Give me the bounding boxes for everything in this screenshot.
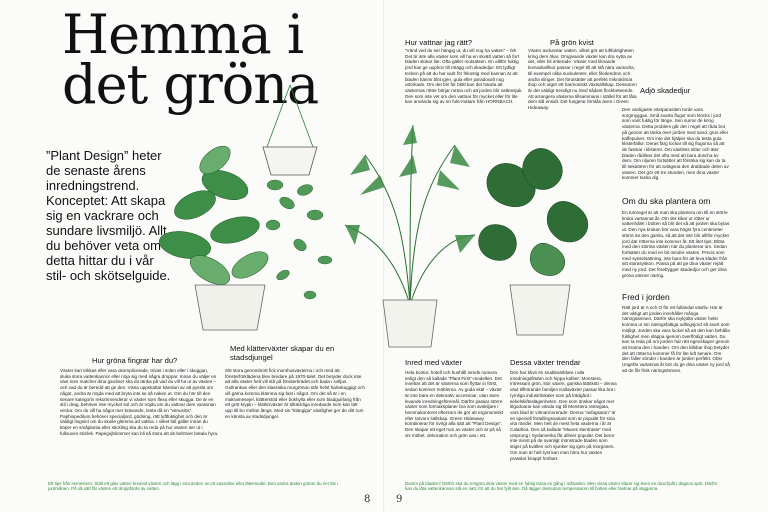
body-water: ”Vänd ved du ser hängig ut, du vill nog ha vatten” – fel! Det är inte alla växter som vill ha en skvätt vatten så fort bladen slokar lite. Ofta gäller motsatsen. En alltför fuktig jord kan ge upphov till rötägg och skadedjur. Ett tydligt tecken på att du har varit för frikostig med kannan är att bladen känns blöt igen, gula eller paradoxalt nog uttorkade. Om det blir för blött kan det hända att växternas rötter börjar ruttna och att jorden blir vattensjuk. Den som inte vet om den vattnar för mycket eller för lite kan använda sig av en fukt-mätare från HORNBACH. <box>405 48 523 105</box>
heading-water: Hur vattnar jag rätt? <box>405 38 473 47</box>
headline-line-1: Hemma i <box>62 3 304 66</box>
caption-right: Damm på bladen? Därför ska du rengöra dina växter med en fuktig trasa en gång i månaden. Men vissa växter klarar sig även en duschpåt i dagens sprit. Därför kan du låta vattenkannan stå en natt, för att du har fyllt den. Då lägger dessutom temperaturen till botten eller fastnar på väggarna. <box>405 481 718 492</box>
headline-line-2: det gröna <box>62 53 319 116</box>
heading-repot: Om du ska plantera om <box>622 196 711 206</box>
page-number-left: 8 <box>364 494 371 505</box>
caption-left: Ett tips från semestern: Ställ ett glas vatten bredvid växten och lägg i ena änden av ett vasseline eller läkemedel. Den andra änden gömer du ner lite i jordmånen. På så sätt får växten ett droppförde av vatten. <box>48 481 339 492</box>
heading-green-fingers: Hur gröna fingrar har du? <box>92 356 178 365</box>
heading-climbers: Med klätterväxter skapar du en stadsdjungel <box>230 344 335 362</box>
heading-branch: På grön kvist <box>550 38 594 47</box>
heading-trends: Dessa växter trendar <box>510 358 581 367</box>
heading-pests: Adjö skadedjur <box>640 86 691 95</box>
body-climbers: Sitt stora genombrott fick inomhusväxterna i och med att fönsterförklädena blev bredare på 1970-talet. Det betyder dock inte att alla växter helt vill stå på fönsterbrädet och bada i solljus. Gullrankan eller den klassiska murgrönan står helst halvskuggigt och vill gärna komma klämma sig fast i något. Om det så är i en makramesejel, klätterstöd eller bokhylla eller som bladguirlang från ett gröt krypin – klätterväxter är tillräckliga inredande som kan lätt upp till bo mellan längs. Med sin ”klängiga” växtlighet ger de ditt rum en känsla av stadsdjungel. <box>225 368 365 419</box>
body-indoor: Hela kontor, hotell och hushåll inreds numera enligt den så kallade ”Plant First”-modellen. Det innebär att det är växterna som flyttar in först, sedan kommer möblerna. Av goda skäl – växter är inte bara en dekorativ accessoar, utan även levande inredningsföremål. Därför passar större växter som formaksplaner bra som avskiljare i hemmakontoret eftersom de gör att ergonomiskt eller tarvoro sällskap. Green Hideaway kombinerar för övrigt alla sätt att ”Plant Design”. Den skapar ett eget rum av växter och är på så vis möbel, dekoration och grön oas i ett. <box>405 370 504 438</box>
body-green-fingers: Växter kan trikkas eller vara okomplicerade, trivas i solen eller i skuggan, sluka stora vattenkannor eller nöja sig med några droppar. Innan du väljer en växt som matcher dina gardiner ska du tänka på vad du vill ha ut av växten – och vad du är beredd att ge den. Vissa uppskattar känslan av att pyssla om något, andra är nöjda med att bryta inte se så naken ut. Om du hör till den senare kategorin rekommenderar vi växter som flexa eller skugga. De är en stil i drag, behöver inte mycket sol och är nöjda om du vattnar dem varannan vecka. Om du vill ha något mer krävande, testa då en ”venusiös”. Paphiopedilum behöver specialjord, gödning, rätt luftfuktighet och den är väldigt lingsint om du skulle glömma att vattna. I vilket fall gäller innan du köper en småplanta eller stickling ska du ta reda på hur växten ser ut i fullvuxen storlek. Papegojblommer kan bli så stora att de behöver betala hyra. <box>60 368 219 436</box>
heading-peace: Fred i jorden <box>622 292 670 302</box>
body-repot: En tumregel är att man ska plantera om till en större kruka vartannat år. Om det kikar ut rötter ur vattenhålet i botten så blir det så att jorden ska bytas ut. Den nya krukan bör vara högst fyra centimeter större än den gamla, så att det inte blir alltför mycket jord där rötterna inte kommer åt. Ett litet tips: Blöta med den största växten när du planterar om. Sedan fortsätter du med en bit mindre växten. Precis som med sysselsättning, inte bara för att leva kläder från sitt storasyskon. Passa på att ge dina växter rejält med ny jord. Det förebygger skadedjur och ger dina gröna vänner näring. <box>622 210 730 278</box>
body-branch: Växter avdunstar vatten, vilket gör att luftfuktigheten kring dem ökar. Omgivande växter kan dra nytta av det, eller bli irriterade. Växter med liknande levnadsvillkor passar i regel till att stå nära varandra, till exempel olika suckulenter, eller filodendron och andra slinger. Det förutsätter att perfekt mikroklimat ihop och utgör ett harmoniskt växtsällskap. Dessutom är det väldigt trendigt nu med sådant flockbeteende. Att arrangera växterna tillsammans i stället för att låta dem stå ensidt. Det fungerar förstås även i Green Hideaway. <box>528 48 637 111</box>
intro-text: ”Plant Design” heter de senaste årens inredningstrend. Konceptet: Att skapa sig en vackrare och sundare livsmiljö. Allt du behöver veta om detta hittar du i vår stil- och skötselguide. <box>46 148 171 283</box>
page-number-right: 9 <box>396 494 403 505</box>
body-pests: Den vanligaste växtparasiten torde vara sorgmyggan. Små svarta flugor som klöcks i jord som varit fuktig för länge. Sen surrar de kring växterna. Detta problem går det i regel att råda bot på genom att täcka över jorden med sand, grus eller kaffepulver. Om inte det hjälper ska du testa gula klisterfällor. Deras färg lockar till sig flugorna så att de fastnar i klisteret. Om växtlöss sitter och äter bladen rådriker det ofta med att bara duscha av dem. Om oljuren fortsätter att försöka sig kan du ta till sekatören för att avlägsna den drabbade delen av växten. Det gör ett tre stunden, men dina växter kommer tacka dig. <box>622 107 729 181</box>
heading-indoor: Inred med växter <box>405 358 462 367</box>
body-trends: Den har blivit en snabbvärldare i alla inredningsflöden och hippa kaféer: Monstera. Intressant grön, stor växen, ganska lättskött – denna växt tillhörande familjen Kallaväxter passar lika bra i rymliga industrilokaler som på trädgård i sekelskifteslägenheten. Den som önskar något mer tilgodoarar kan vända sig till Monstera Variegata, vars blad är vitmarmorerade. Denna ”avfagsaton” är en speciell förädlingsvariant som är populär för sina vita ränder. Men helt de mest heta växterna i år är Calathea. Den så kallade ”Maoes stentraste” med ursprung i Sydamerika får allmer populär. Det beror inte minst på de ovanligt mönstrade bladen som stiger på kvällen och sjunker sig igen på morgonen. Om man är helt tyst kan man höra hur växten prasslar knappt hörbart. <box>510 370 617 461</box>
houseplants-illustration <box>155 85 610 355</box>
body-peace: Rätt jord är A och O för ett fulländat växtliv. Här är det viktigt att jorden innehåller många näringsämnen. Därför ska mykjölta växter helst komma ur sin näringsfattiga odlingsjord så snart som möjligt. Jorden ska vara luckel så att den kan behålla fuktighet men släppa igenom överflödigt vatten. Du kan ta reda på om jorden har rätt egenskaper genom att krama den i handen. Om den klibbar ihop betyder det att rötterna kommer få för lite luft senare. Om den faller sönder i handen är jorden perfekt. Obs! Ungefär vartannat år bör du ge dina växter ny jord så att de får frisk näringsämnen. <box>622 305 730 373</box>
